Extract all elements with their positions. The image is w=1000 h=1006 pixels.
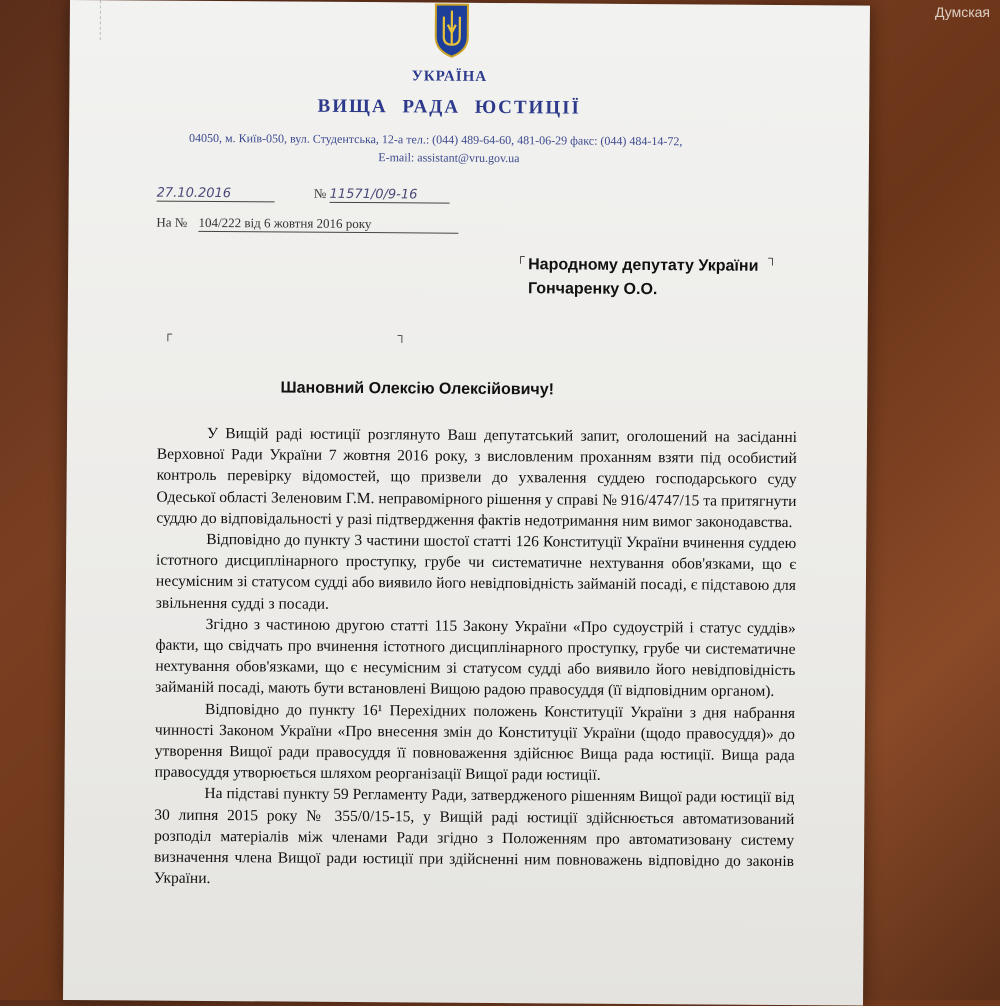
paragraph: Відповідно до пункту 3 частини шостої статті 126 Конституції України вчинення суддею істотного дисциплінарного проступку, грубе чи систематичне нехтування обов'язками, що є несумісним зі статусом судді або виявило його невідповідність займаній посаді, є підставою для звільнення судді з посади. (155, 530, 797, 613)
letter-body (154, 423, 797, 894)
registration-date-row (157, 185, 450, 204)
corner-mark: ┌ (516, 249, 525, 264)
paragraph: Відповідно до пункту 16¹ Перехідних положень Конституції України з дня набрання чинності Законом України «Про внесення змін до Конституції України (щодо правосуддя)» до утворення Вищої ради правосуддя її повноваження здійснює Вища рада юстиції. Вища рада правосуддя утворюється шляхом реорганізації Вищої ради юстиції. (154, 700, 796, 784)
corner-mark: ┌ (163, 326, 173, 341)
recipient-block (528, 253, 759, 303)
organization-name: ВИЩА РАДА ЮСТИЦІЇ (317, 95, 582, 119)
reference-label: На № (156, 214, 188, 230)
registration-date: 27.10.2016 (157, 186, 275, 203)
watermark: Думская (934, 4, 990, 20)
recipient-title: Народному депутату України (528, 256, 759, 275)
salutation: Шановний Олексію Олексійовичу! (280, 379, 555, 399)
reference-row (156, 215, 458, 234)
address-line: 04050, м. Київ-050, вул. Студентська, 12-а тел.: (044) 489-64-60, 481-06-29 факс: (044) 484-14-72, (188, 130, 683, 149)
country-name: УКРАЇНА (411, 68, 488, 85)
paragraph: У Вищій раді юстиції розглянуто Ваш депутатський запит, оголошений на засіданні Верховної Ради України 7 жовтня 2016 року, з висловленим проханням взяти під особистий контроль перевірку відомостей, що призвели до ухвалення суддею господарського суду Одеської області Зеленовим Г.М. неправомірного рішення у справі № 916/4747/15 та притягнути суддю до відповідальності у разі підтвердження фактів недотримання ним вимог законодавства. (156, 424, 798, 531)
letter-page (63, 0, 870, 1006)
recipient-name: Гончаренку О.О. (527, 280, 658, 299)
email-line: E-mail: assistant@vru.gov.ua (378, 150, 520, 166)
coat-of-arms-icon (432, 3, 472, 59)
paragraph: Згідно з частиною другою статті 115 Закону України «Про судоустрій і статус суддів» факти, що свідчать про вчинення істотного дисциплінарного проступку, грубе чи систематичне нехтування обов'язками, що є несумісним зі статусом судді або виявило його невідповідність займаній посаді, мають бути встановлені Вищою радою правосуддя (її відповідним органом). (155, 615, 796, 701)
reference-number: 104/222 від 6 жовтня 2016 року (198, 215, 458, 234)
corner-mark: ┐ (768, 250, 777, 265)
number-label: № (313, 185, 327, 201)
fold-mark (100, 0, 102, 40)
paragraph: На підставі пункту 59 Регламенту Ради, затвердженого рішенням Вищої ради юстиції від 30 липня 2015 року № 355/0/15-15, у Вищій раді юстиції здійснюється автоматизований розподіл матеріалів між членами Ради згідно з Положенням про автоматизовану систему визначення члена Вищої ради юстиції при здійсненні ним повноважень відповідно до законів України. (153, 785, 795, 888)
registration-number: 11571/0/9-16 (329, 187, 449, 204)
corner-mark: ┐ (397, 328, 407, 343)
